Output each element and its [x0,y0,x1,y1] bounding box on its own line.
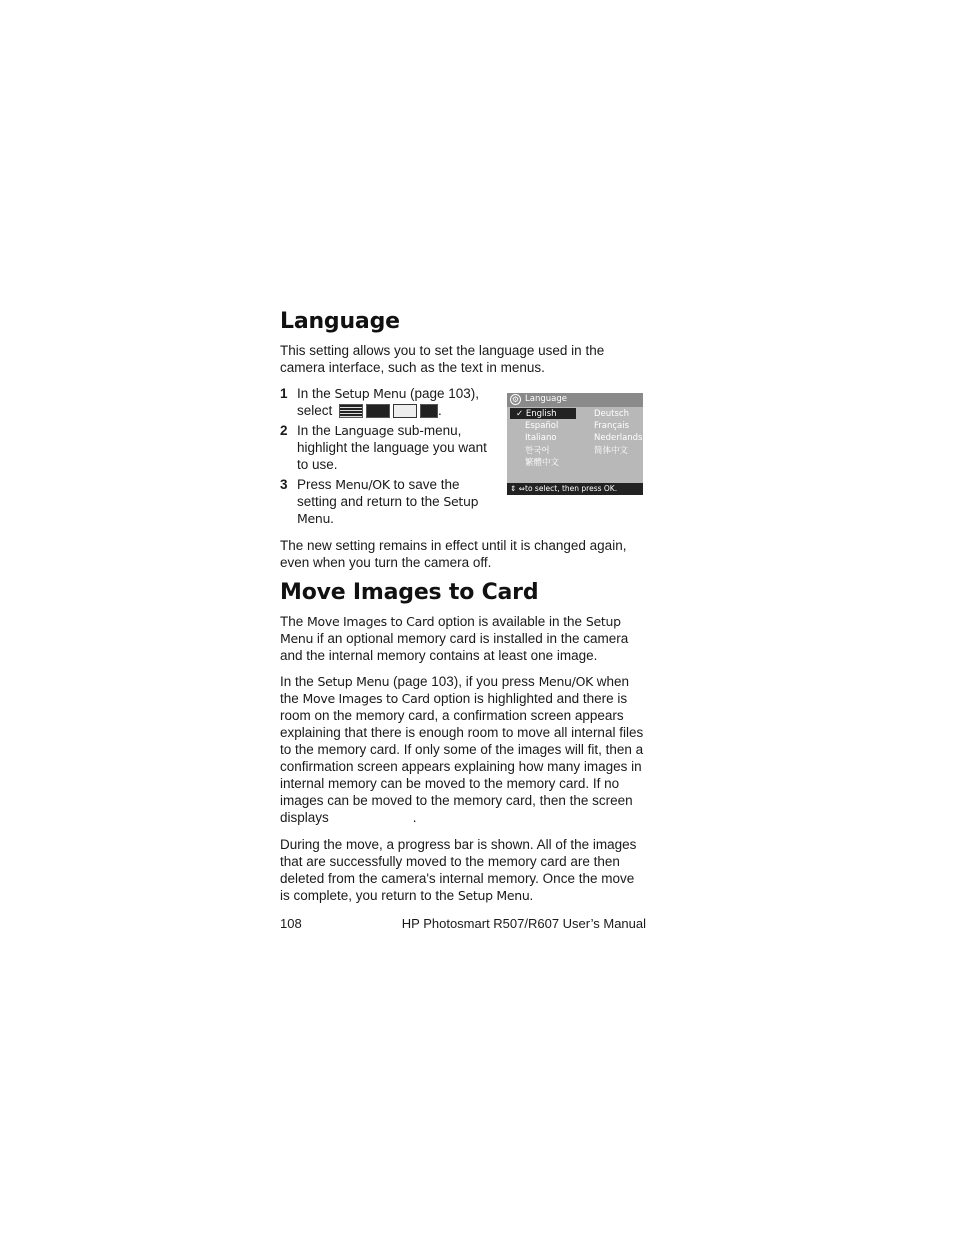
language-option: Español [525,421,559,431]
step-number: 3 [280,477,288,492]
step-1 [280,385,495,419]
step-number: 2 [280,423,288,438]
setup-menu-icons [339,404,438,418]
camera-tab-icon [393,404,417,418]
language-option: Nederlands [594,433,643,443]
language-option: ✓ English [516,409,557,419]
step-2 [280,422,495,473]
language-option: 繁體中文 [525,458,560,468]
screen-hint-bar [507,483,643,495]
manual-title: HP Photosmart R507/R607 User’s Manual [401,916,646,931]
language-outro: The new setting remains in effect until it is changed again, even when you turn the camera off. [280,538,627,570]
move-paragraph-1: The Move Images to Card option is available in the Setup Menu if an optional memory card is installed in the camera and the internal memory contains at least one image. [280,614,629,663]
step-text: Press Menu/OK to save the setting and return to the Setup Menu. [297,477,479,526]
page-number: 108 [280,916,302,931]
language-steps [280,385,495,530]
language-option: 简体中文 [594,446,629,456]
language-intro: This setting allows you to set the language used in the camera interface, such as the text in menus. [280,343,605,375]
language-option: Italiano [525,433,557,443]
step-text: In the Setup Menu (page 103), select . [297,386,480,418]
flag-icon [339,404,363,418]
language-menu-screenshot [507,393,643,495]
step-text: In the Language sub-menu, highlight the language you want to use. [297,423,487,472]
settings-icon: ⚙ [511,395,520,404]
screen-title: Language [525,394,567,404]
setup-tab-icon [366,404,390,418]
language-icon [420,404,438,418]
screen-hint: to select, then press OK. [525,484,618,493]
section-heading-language: Language [280,309,400,334]
step-number: 1 [280,386,288,401]
language-option: Deutsch [594,409,629,419]
section-heading-move-images: Move Images to Card [280,580,539,605]
step-3 [280,476,495,527]
language-option: Français [594,421,630,431]
screen-title-bar [507,393,643,407]
move-paragraph-2: In the Setup Menu (page 103), if you press Menu/OK when the Move Images to Card option is highlighted and there is room on the memory card, a confirmation screen appears explaining that there is enough room to move all internal files to the memory card. If only some of the images will fit, then a confirmation screen appears explaining how many images in internal memory can be moved to the memory card. If no images can be moved to the memory card, then the screen displays . [280,674,644,825]
move-paragraph-3: During the move, a progress bar is shown. All of the images that are successfully moved to the memory card are then deleted from the camera's internal memory. Once the move is complete, you return to the Setup Menu. [280,837,637,903]
language-option: 한국어 [525,446,550,456]
arrows-icon: ⇕ ⇔ [510,484,525,493]
